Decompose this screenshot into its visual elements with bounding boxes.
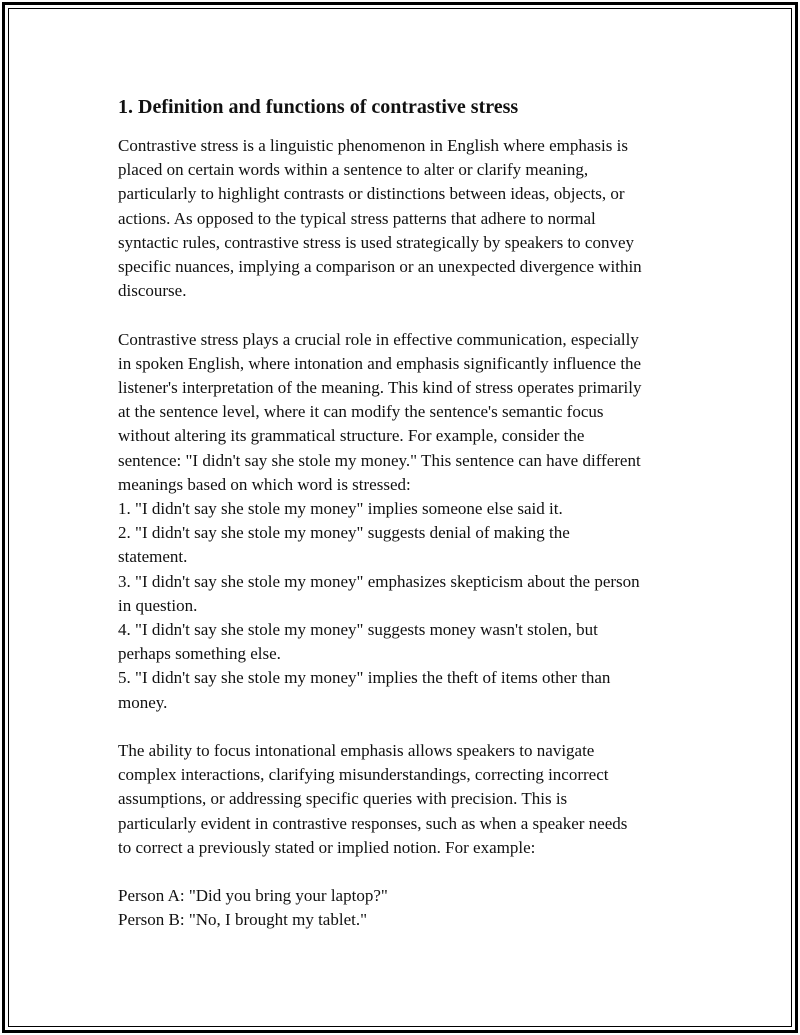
text-line: assumptions, or addressing specific queries with precision. This is [118, 789, 568, 809]
text-line: to correct a previously stated or implied notion. For example: [118, 837, 536, 857]
text-line: syntactic rules, contrastive stress is used strategically by speakers to convey [118, 232, 634, 252]
paragraph-spacer [118, 860, 698, 884]
text-line: Contrastive stress is a linguistic phenomenon in English where emphasis is [118, 136, 628, 155]
list-item: 4. "I didn't say she stole my money" suggests money wasn't stolen, but [118, 620, 598, 640]
section-heading: 1. Definition and functions of contrastive stress [118, 96, 519, 118]
text-line: without altering its grammatical structure. For example, consider the [118, 426, 585, 446]
document-body [118, 94, 698, 933]
paragraph-spacer [118, 715, 698, 739]
text-line: Contrastive stress plays a crucial role in effective communication, especially [118, 329, 639, 349]
text-line: particularly evident in contrastive responses, such as when a speaker needs [118, 813, 628, 833]
paragraph-definition [118, 134, 698, 303]
paragraph-emphasis [118, 739, 698, 860]
list-item: 1. "I didn't say she stole my money" implies someone else said it. [118, 499, 563, 519]
list-item: 5. "I didn't say she stole my money" implies the theft of items other than [118, 668, 611, 688]
text-line: particularly to highlight contrasts or distinctions between ideas, objects, or [118, 184, 625, 204]
paragraph-spacer [118, 303, 698, 327]
text-line: meanings based on which word is stressed: [118, 474, 411, 494]
text-line: discourse. [118, 281, 187, 301]
list-item-continuation: perhaps something else. [118, 644, 281, 664]
text-line: in spoken English, where intonation and emphasis significantly influence the [118, 353, 642, 373]
text-line: sentence: "I didn't say she stole my money." This sentence can have different [118, 450, 641, 470]
text-line: at the sentence level, where it can modify the sentence's semantic focus [118, 402, 604, 422]
list-item: 3. "I didn't say she stole my money" emphasizes skepticism about the person [118, 571, 640, 591]
paragraph-dialogue [118, 884, 698, 932]
list-item: 2. "I didn't say she stole my money" suggests denial of making the [118, 523, 570, 543]
paragraph-functions [118, 328, 698, 715]
text-line: actions. As opposed to the typical stress patterns that adhere to normal [118, 208, 596, 228]
list-item-continuation: money. [118, 692, 168, 712]
text-line: specific nuances, implying a comparison or an unexpected divergence within [118, 257, 642, 277]
text-line: complex interactions, clarifying misunderstandings, correcting incorrect [118, 765, 609, 785]
text-line: placed on certain words within a sentence to alter or clarify meaning, [118, 160, 589, 180]
list-item-continuation: statement. [118, 547, 188, 567]
text-line: The ability to focus intonational emphasis allows speakers to navigate [118, 741, 595, 761]
text-line: listener's interpretation of the meaning. This kind of stress operates primarily [118, 378, 642, 398]
dialogue-line: Person B: "No, I brought my tablet." [118, 910, 368, 930]
dialogue-line: Person A: "Did you bring your laptop?" [118, 886, 388, 906]
list-item-continuation: in question. [118, 595, 198, 615]
